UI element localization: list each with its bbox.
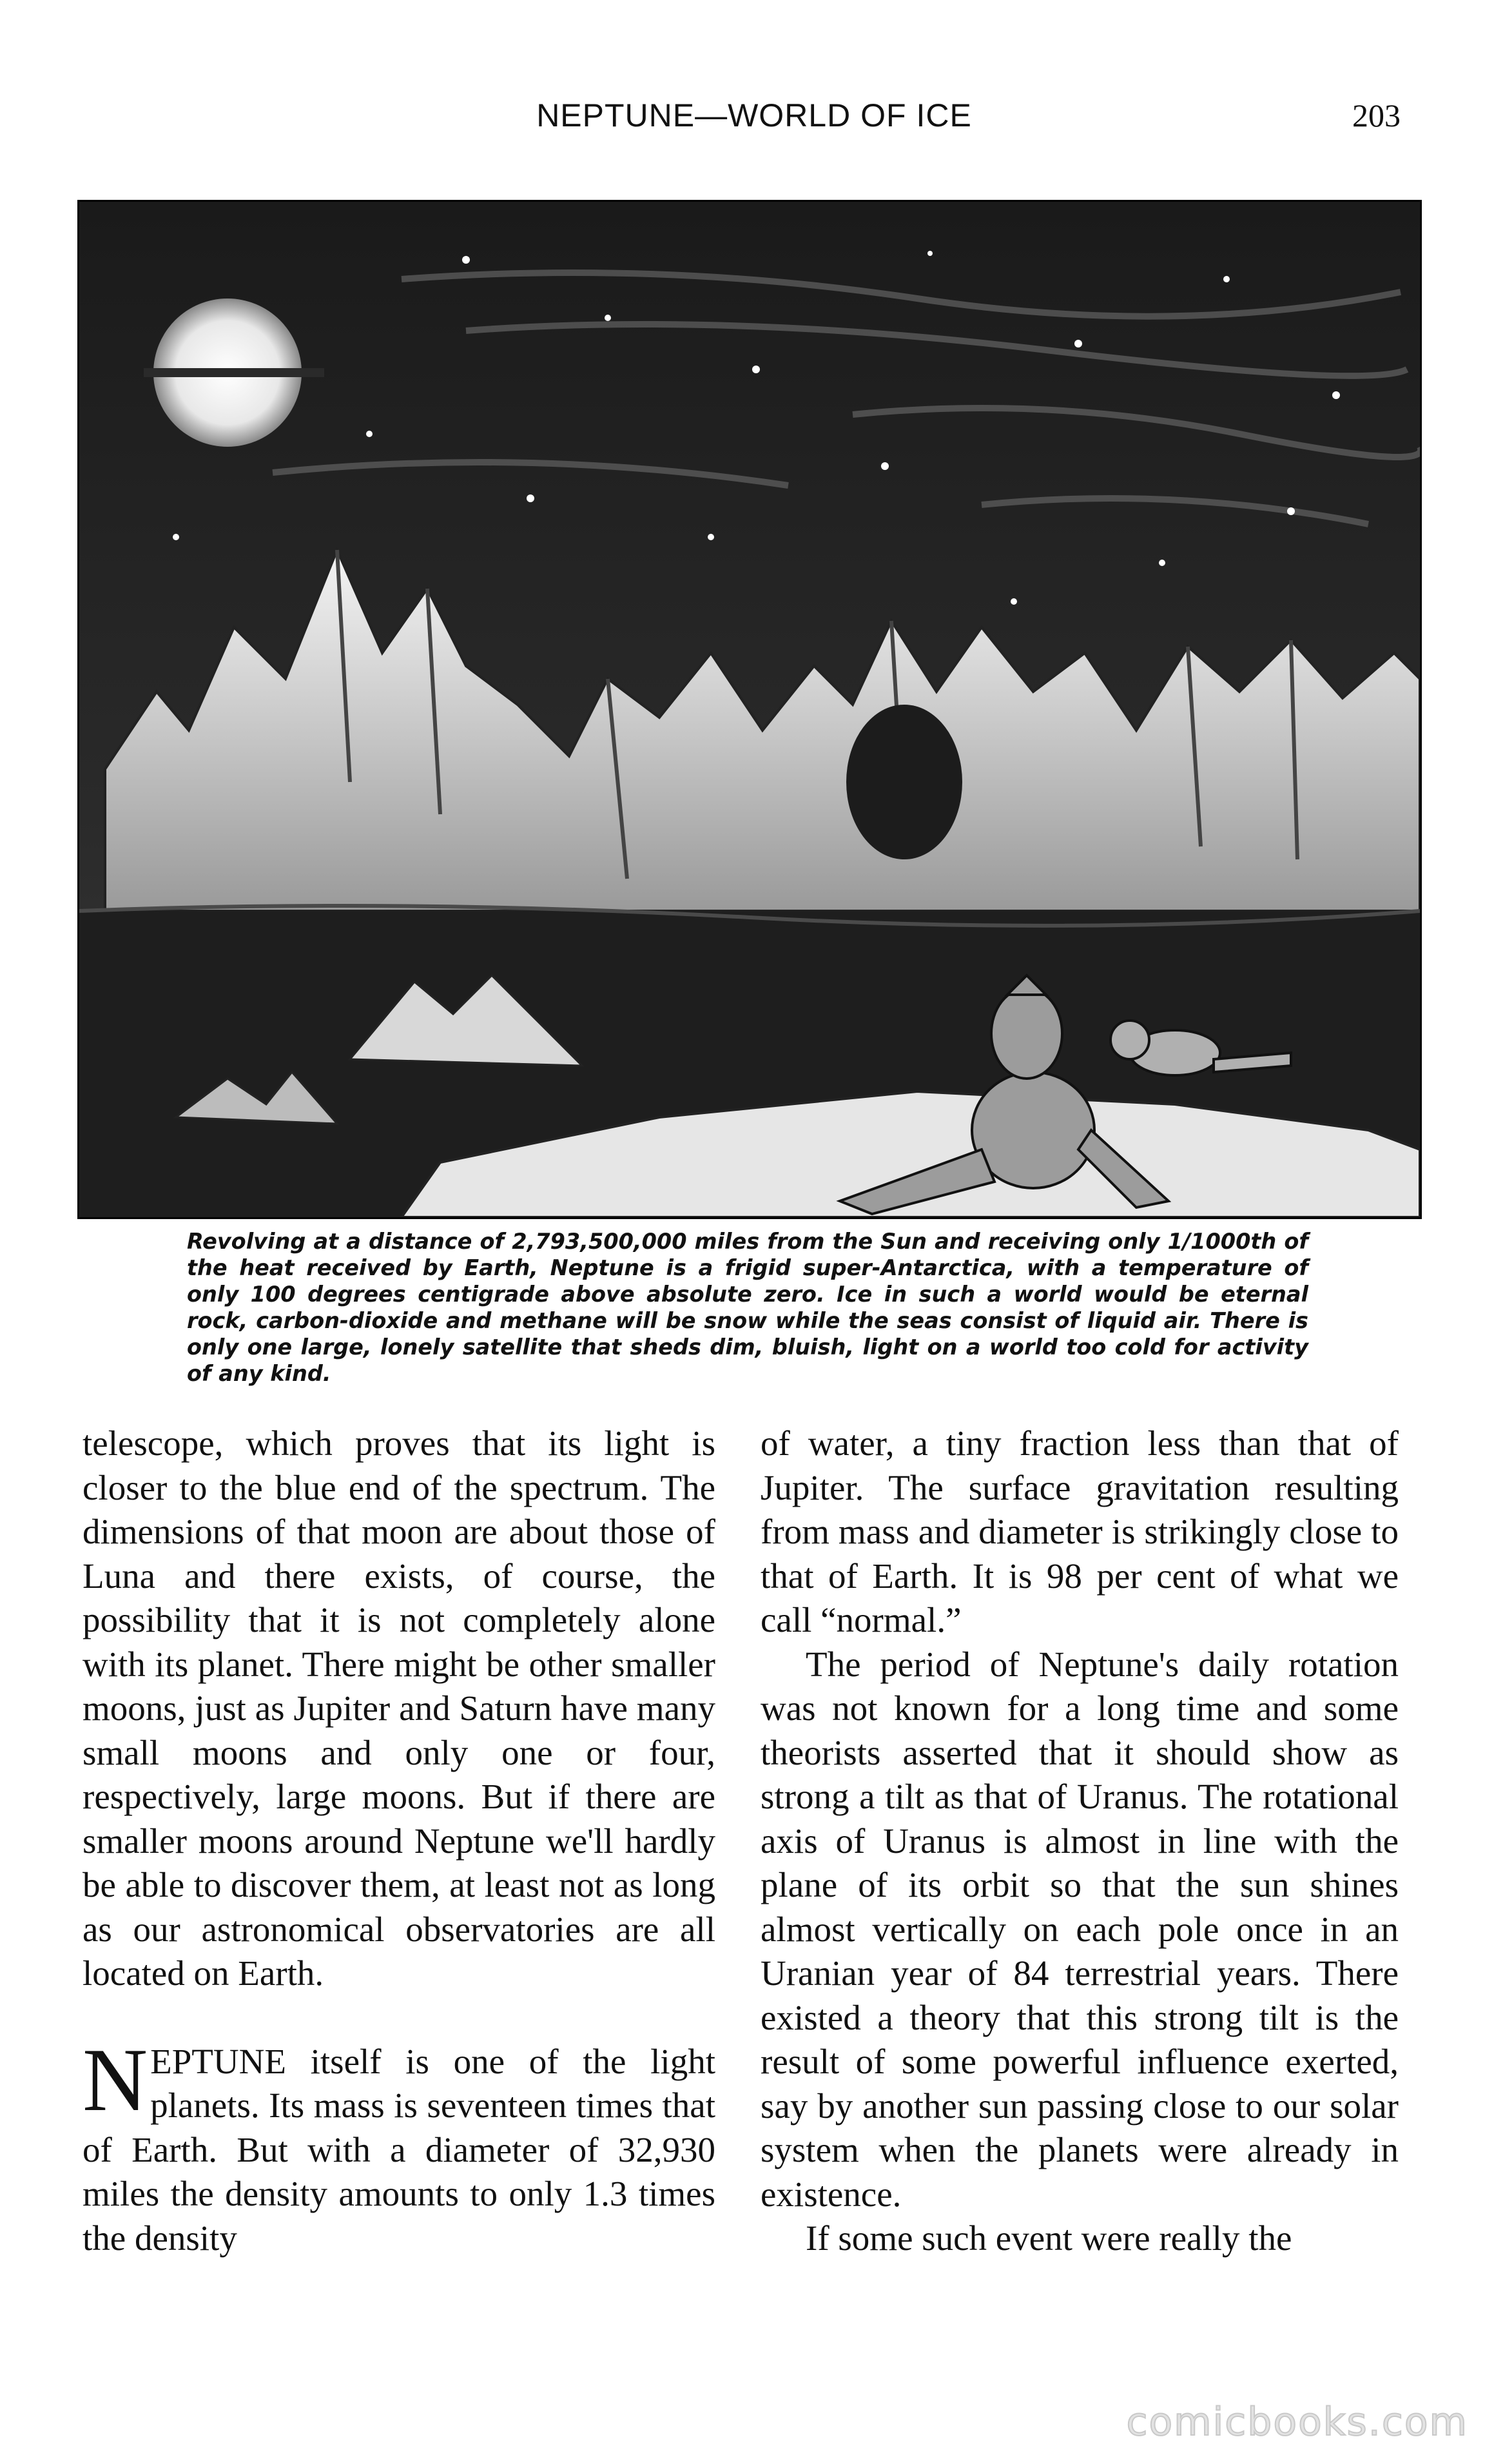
left-paragraph-1: telescope, which proves that its light is closer to the blue end of the spectrum. The dimensions of that moon are about those of Luna and there exists, of course, the possibility that it is not completely alone with its planet. There might be other smaller moons, just as Jupiter and Saturn have many small moons and only one or four, respectively, large moons. But if there are smaller moons around Neptune we'll hardly be able to discover them, at least not as long as our astronomical observatories are all located on Earth. — [82, 1423, 715, 1993]
left-paragraph-2 — [82, 2029, 715, 2261]
right-paragraph-2: The period of Neptune's daily rotation was not known for a long time and some theorists asserted that it should show as strong a tilt as that of Uranus. The rotational axis of Uranus is almost in line with the plane of its orbit so that the sun shines almost vertically on each pole once in an Uranian year of 84 terrestrial years. There existed a theory that this strong tilt is the result of some powerful influence exerted, say by another sun passing close to our solar system when the planets were already in existence. — [761, 1644, 1399, 2214]
right-column — [761, 1422, 1399, 2261]
page-number: 203 — [1352, 97, 1401, 133]
right-paragraph-1: of water, a tiny fraction less than that of Jupiter. The surface gravitation resulting from mass and diameter is strikingly close to that of Earth. It is 98 per cent of what we call “normal.” — [761, 1423, 1399, 1639]
ice-cave — [846, 705, 962, 859]
site-watermark: comicbooks.com — [1126, 2400, 1468, 2445]
page-header — [0, 97, 1494, 148]
right-paragraph-3: If some such event were really the — [806, 2218, 1292, 2258]
illustration-caption: Revolving at a distance of 2,793,500,000 miles from the Sun and receiving only 1/1000th of the heat received by Earth, Neptune is a frigid super-Antarctica, with a temperature of only 100 degrees centigrade above absolute zero. Ice in such a world would be eternal rock, carbon-dioxide and methane will be snow while the seas consist of liquid air. There is only one large, lonely satellite that sheds dim, bluish, light on a world too cold for activity of any kind. — [187, 1229, 1308, 1386]
left-paragraph-2-text: EPTUNE itself is one of the light planets. Its mass is seventeen times that of Earth. But with a diameter of 32,930 miles the density amounts to only 1.3 times the density — [82, 2041, 715, 2258]
running-title: NEPTUNE—WORLD OF ICE — [536, 97, 972, 133]
left-column — [82, 1422, 715, 2260]
neptune-ice-illustration — [77, 200, 1422, 1219]
drop-cap: N — [82, 2029, 148, 2130]
illustration-icon — [79, 202, 1420, 1217]
